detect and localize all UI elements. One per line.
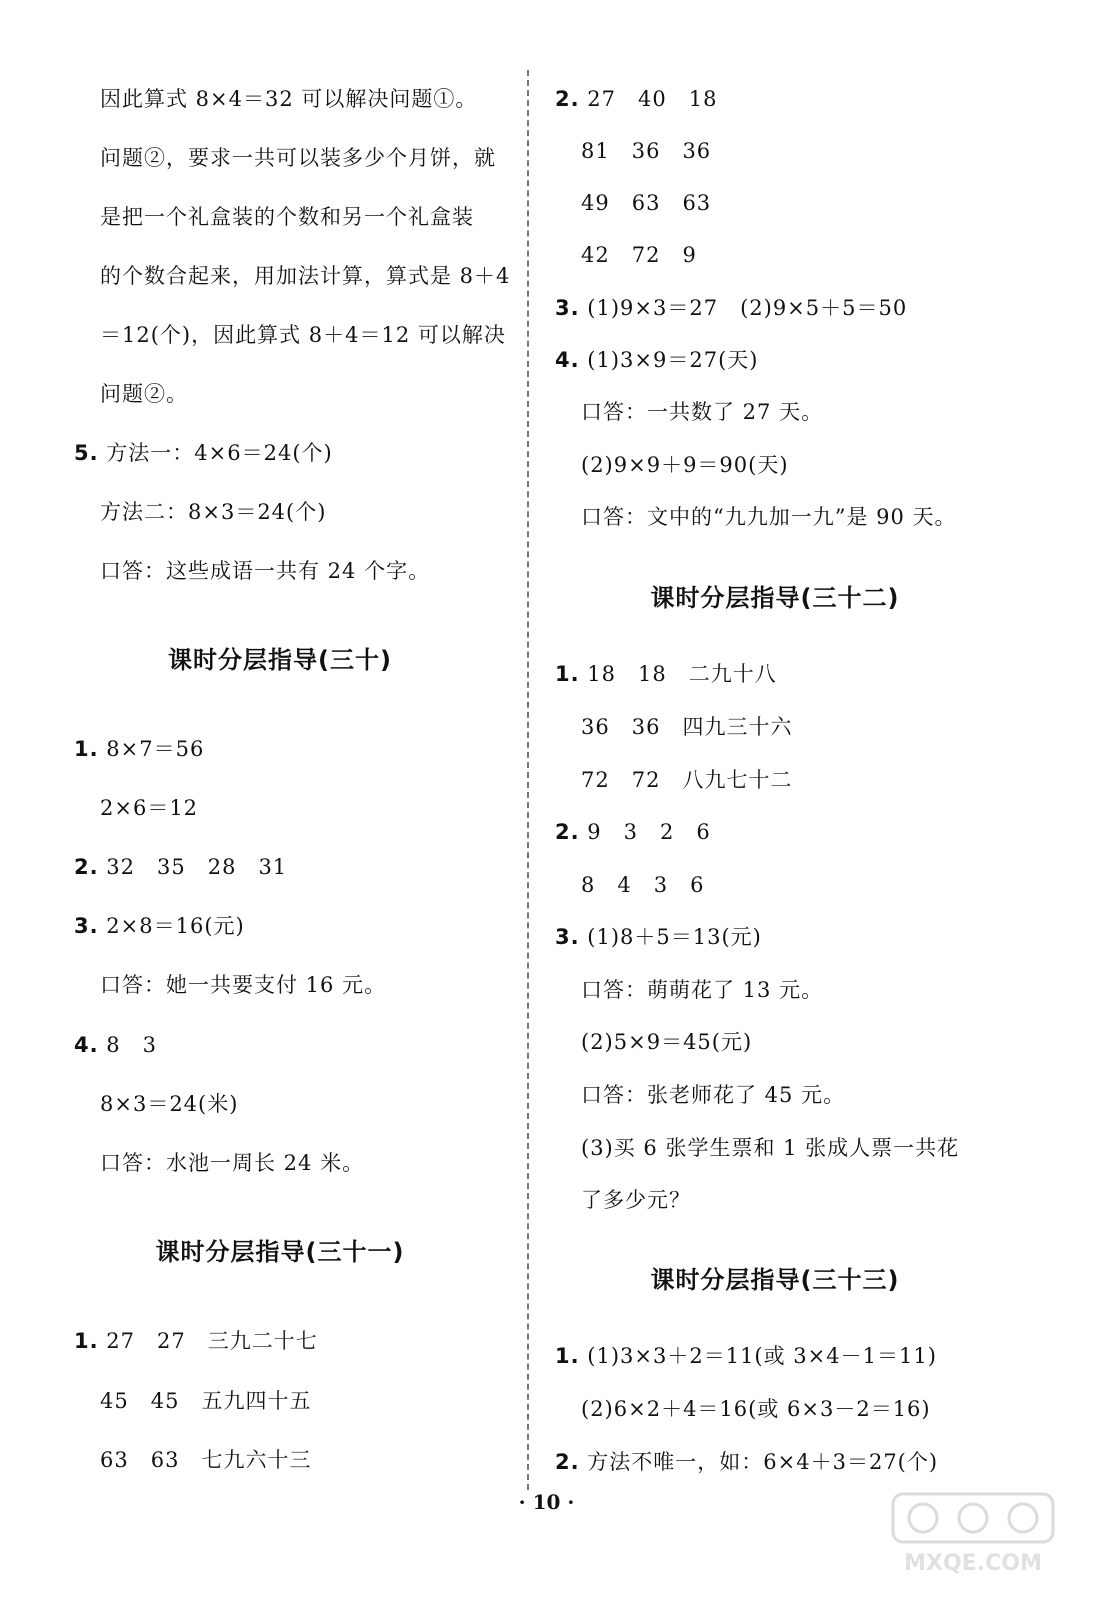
question-number: 3. [555,296,580,320]
answer-line: 72 72 八九七十二 [581,768,793,792]
question-number: 1. [74,1329,99,1353]
answer-line: 5. 方法一：4×6＝24(个) [74,441,333,465]
question-number: 2. [555,820,580,844]
answer-line: 口答：萌萌花了 13 元。 [581,978,824,1002]
answer-line: 4. (1)3×9＝27(天) [555,348,759,372]
answer-line: 4. 8 3 [74,1033,158,1057]
answer-line: (2)9×9＋9＝90(天) [581,453,789,477]
answer-line: (2)5×9＝45(元) [581,1030,753,1054]
page-number: · 10 · [518,1490,575,1514]
answer-line: 口答：水池一周长 24 米。 [100,1151,365,1175]
question-number: 3. [74,914,99,938]
answer-line: (2)6×2＋4＝16(或 6×3－2＝16) [581,1397,931,1421]
question-number: 1. [74,737,99,761]
question-number: 3. [555,925,580,949]
answer-line: 口答：她一共要支付 16 元。 [100,973,387,997]
paragraph-line: 是把一个礼盒装的个数和另一个礼盒装 [100,205,474,229]
question-number: 5. [74,441,99,465]
answer-line: 方法二：8×3＝24(个) [100,500,327,524]
answer-line: 8 4 3 6 [581,873,705,897]
answer-line: 81 36 36 [581,139,712,163]
answer-line: 1. 27 27 三九二十七 [74,1329,318,1353]
answer-line: 42 72 9 [581,243,697,267]
answer-line: 63 63 七九六十三 [100,1448,312,1472]
section-heading: 课时分层指导(三十一) [155,1238,405,1266]
answer-line: 2×6＝12 [100,796,199,820]
answer-line: 口答：一共数了 27 天。 [581,400,824,424]
paragraph-line: ＝12(个)，因此算式 8＋4＝12 可以解决 [100,323,506,347]
answer-line: 49 63 63 [581,191,712,215]
question-number: 1. [555,1344,580,1368]
answer-line: (3)买 6 张学生票和 1 张成人票一共花 [581,1136,960,1160]
answer-line: 3. (1)9×3＝27 (2)9×5＋5＝50 [555,296,908,320]
answer-line: 45 45 五九四十五 [100,1389,312,1413]
paragraph-line: 问题②，要求一共可以装多少个月饼，就 [100,146,496,170]
answer-line: 2. 32 35 28 31 [74,855,288,879]
section-heading: 课时分层指导(三十三) [650,1266,900,1294]
answer-line: 2. 27 40 18 [555,87,718,111]
paragraph-line: 的个数合起来，用加法计算，算式是 8＋4 [100,264,511,288]
answer-line: 1. 18 18 二九十八 [555,662,777,686]
watermark-logo [883,1490,1063,1580]
answer-line: 1. 8×7＝56 [74,737,205,761]
answer-line: 2. 方法不唯一，如：6×4＋3＝27(个) [555,1450,939,1474]
answer-line: 1. (1)3×3＋2＝11(或 3×4－1＝11) [555,1344,937,1368]
answer-line: 口答：张老师花了 45 元。 [581,1083,846,1107]
question-number: 1. [555,662,580,686]
column-divider [527,70,529,1490]
answer-line: 36 36 四九三十六 [581,715,793,739]
section-heading: 课时分层指导(三十) [168,646,392,674]
answer-line: 口答：文中的“九九加一九”是 90 天。 [581,505,957,529]
answer-line: 2. 9 3 2 6 [555,820,711,844]
question-number: 2. [555,87,580,111]
question-number: 2. [555,1450,580,1474]
question-number: 2. [74,855,99,879]
answer-line: 口答：这些成语一共有 24 个字。 [100,559,431,583]
answer-line: 3. 2×8＝16(元) [74,914,245,938]
svg-text:MXQE.COM: MXQE.COM [904,1551,1042,1576]
paragraph-line: 问题②。 [100,382,188,406]
answer-line: 8×3＝24(米) [100,1092,239,1116]
section-heading: 课时分层指导(三十二) [650,584,900,612]
paragraph-line: 因此算式 8×4＝32 可以解决问题①。 [100,87,478,111]
answer-line: 3. (1)8＋5＝13(元) [555,925,762,949]
answer-line: 了多少元？ [581,1188,691,1212]
question-number: 4. [74,1033,99,1057]
question-number: 4. [555,348,580,372]
